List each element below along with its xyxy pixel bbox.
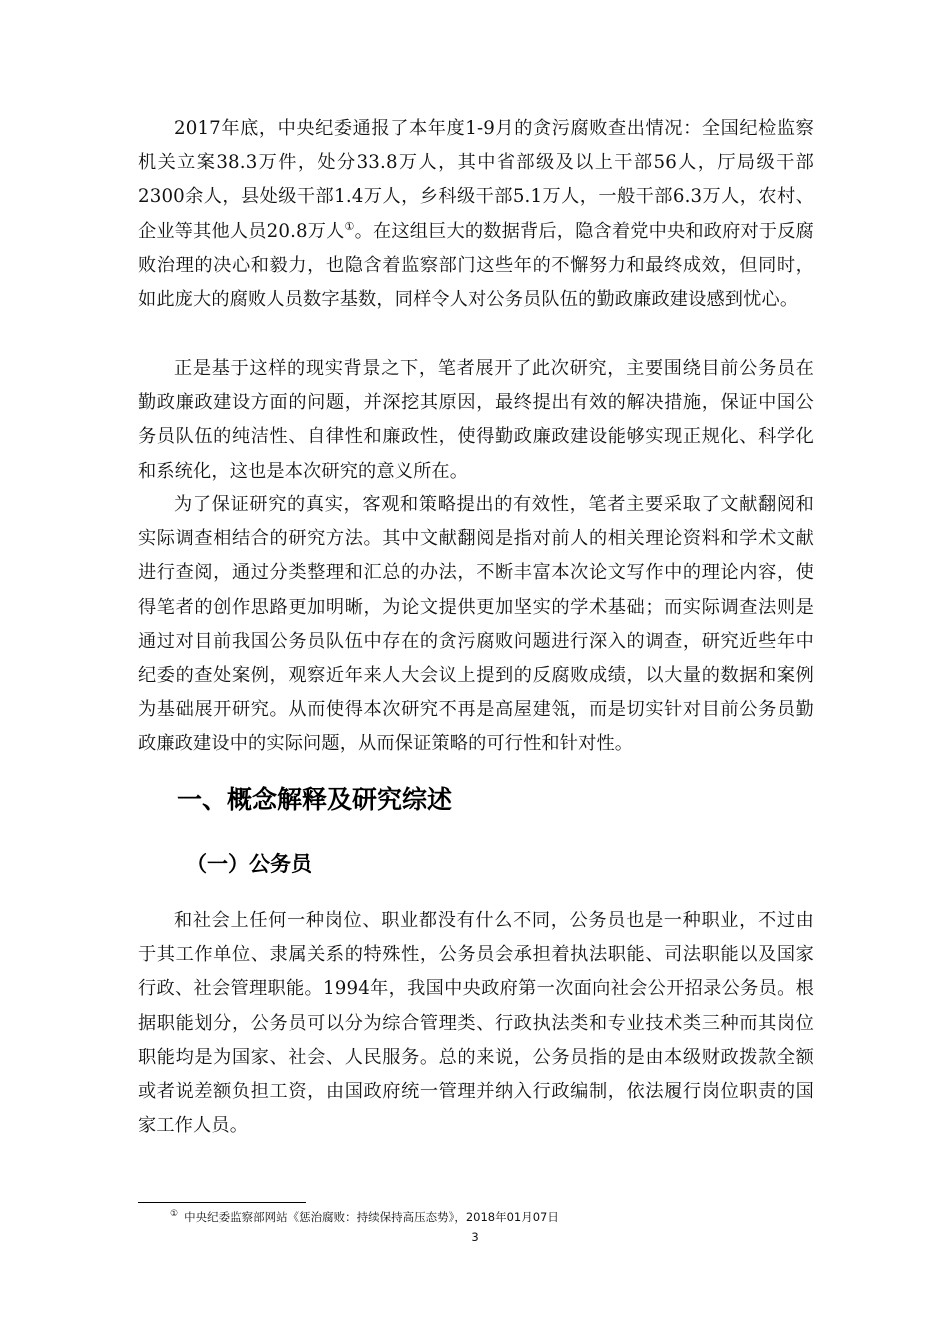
section-heading: 一、概念解释及研究综述 [177,785,453,814]
paragraph-4: 和社会上任何一种岗位、职业都没有什么不同，公务员也是一种职业，不过由于其工作单位、隶属关系的特殊性，公务员会承担着执法职能、司法职能以及国家行政、社会管理职能。1994年，我国中央政府第一次面向社会公开招录公务员。根据职能划分，公务员可以分为综合管理类、行政执法类和专业技术类三种而其岗位职能均是为国家、社会、人民服务。总的来说，公务员指的是由本级财政拨款全额或者说差额负担工资，由国政府统一管理并纳入行政编制，依法履行岗位职责的国家工作人员。 [138,910,814,1137]
footnote-divider [138,1202,306,1203]
paragraph-1-text: 2017年底，中央纪委通报了本年度1-9月的贪污腐败查出情况：全国纪检监察机关立案38.3万件，处分33.8万人，其中省部级及以上干部56人，厅局级干部2300余人，县处级干部1.4万人，乡科级干部5.1万人，一般干部6.3万人，农村、企业等其他人员20.8万人 [138,118,814,242]
paragraph-3: 为了保证研究的真实，客观和策略提出的有效性，笔者主要采取了文献翻阅和实际调查相结合的研究方法。其中文献翻阅是指对前人的相关理论资料和学术文献进行查阅，通过分类整理和汇总的办法，不断丰富本次论文写作中的理论内容，使得笔者的创作思路更加明晰，为论文提供更加坚实的学术基础；而实际调查法则是通过对目前我国公务员队伍中存在的贪污腐败问题进行深入的调查，研究近些年中纪委的查处案例，观察近年来人大会议上提到的反腐败成绩，以大量的数据和案例为基础展开研究。从而使得本次研究不再是高屋建瓴，而是切实针对目前公务员勤政廉政建设中的实际问题，从而保证策略的可行性和针对性。 [138,494,814,755]
subsection-heading: （一）公务员 [186,852,312,876]
paragraph-1 [138,112,814,317]
footnote [170,1208,559,1226]
paragraph-2: 正是基于这样的现实背景之下，笔者展开了此次研究，主要围绕目前公务员在勤政廉政建设方面的问题，并深挖其原因，最终提出有效的解决措施，保证中国公务员队伍的纯洁性、自律性和廉政性，使得勤政廉政建设能够实现正规化、科学化和系统化，这也是本次研究的意义所在。 [138,358,814,482]
footnote-mark: ① [170,1209,179,1220]
footnote-reference[interactable]: ① [344,219,355,233]
paragraph-1-continued: 。在这组巨大的数据背后，隐含着党中央和政府对于反腐败治理的决心和毅力，也隐含着监察部门这些年的不懈努力和最终成效，但同时，如此庞大的腐败人员数字基数，同样令人对公务员队伍的勤政廉政建设感到忧心。 [138,220,814,311]
page-number: 3 [471,1230,479,1244]
footnote-text: 中央纪委监察部网站《惩治腐败：持续保持高压态势》，2018年01月07日 [184,1210,559,1224]
